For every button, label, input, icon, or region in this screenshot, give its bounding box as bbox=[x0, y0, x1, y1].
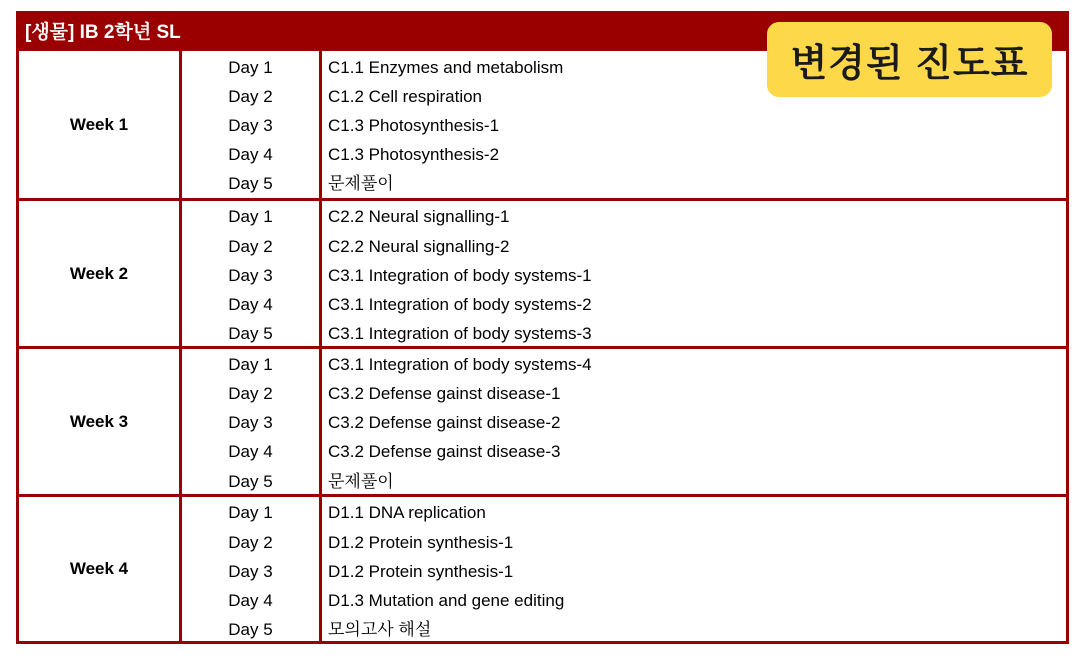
topic-cell: C1.1 Enzymes and metabolism bbox=[328, 58, 564, 77]
day-label: Day 2 bbox=[228, 237, 273, 256]
table-row bbox=[19, 350, 1066, 379]
table-row bbox=[19, 140, 1066, 169]
topic-cell: 모의고사 해설 bbox=[328, 620, 432, 639]
week-label: Week 1 bbox=[69, 114, 129, 134]
table-row bbox=[19, 290, 1066, 319]
day-label: Day 2 bbox=[228, 384, 273, 403]
table-row bbox=[19, 586, 1066, 615]
table-title: [생물] IB 2학년 SL bbox=[19, 14, 1066, 51]
day-label: Day 4 bbox=[228, 442, 273, 461]
table-row bbox=[19, 408, 1066, 437]
topic-cell: C3.1 Integration of body systems-2 bbox=[328, 295, 592, 314]
day-label: Day 4 bbox=[228, 145, 273, 164]
table-row bbox=[19, 437, 1066, 466]
topic-cell: 문제풀이 bbox=[328, 174, 394, 193]
day-label: Day 4 bbox=[228, 591, 273, 610]
topic-cell: C1.3 Photosynthesis-1 bbox=[328, 116, 500, 135]
day-label: Day 2 bbox=[228, 87, 273, 106]
table-row bbox=[19, 498, 1066, 527]
topic-cell: C3.2 Defense gainst disease-1 bbox=[328, 384, 561, 403]
day-label: Day 3 bbox=[228, 266, 273, 285]
table-row bbox=[19, 232, 1066, 261]
changed-schedule-badge: 변경된 진도표 bbox=[767, 22, 1052, 97]
topic-cell: D1.2 Protein synthesis-1 bbox=[328, 533, 514, 552]
day-label: Day 3 bbox=[228, 562, 273, 581]
topic-cell: C1.2 Cell respiration bbox=[328, 87, 483, 106]
day-label: Day 1 bbox=[228, 355, 273, 374]
table-row bbox=[19, 319, 1066, 348]
table-row bbox=[19, 261, 1066, 290]
topic-cell: C3.1 Integration of body systems-3 bbox=[328, 324, 592, 343]
table-row bbox=[19, 169, 1066, 198]
topic-cell: 문제풀이 bbox=[328, 472, 394, 491]
day-label: Day 5 bbox=[228, 324, 273, 343]
day-label: Day 1 bbox=[228, 503, 273, 522]
week-4-block bbox=[19, 494, 1066, 641]
schedule-table bbox=[16, 11, 1069, 644]
table-row bbox=[19, 111, 1066, 140]
day-label: Day 5 bbox=[228, 472, 273, 491]
topic-cell: C1.3 Photosynthesis-2 bbox=[328, 145, 500, 164]
day-label: Day 3 bbox=[228, 413, 273, 432]
topic-cell: C2.2 Neural signalling-1 bbox=[328, 207, 510, 226]
table-row bbox=[19, 467, 1066, 496]
topic-cell: C3.1 Integration of body systems-1 bbox=[328, 266, 592, 285]
table-row bbox=[19, 202, 1066, 231]
day-label: Day 1 bbox=[228, 58, 273, 77]
day-label: Day 1 bbox=[228, 207, 273, 226]
week-label: Week 3 bbox=[69, 411, 129, 431]
day-label: Day 4 bbox=[228, 295, 273, 314]
week-3-block bbox=[19, 346, 1066, 494]
week-2-block bbox=[19, 198, 1066, 346]
day-label: Day 5 bbox=[228, 174, 273, 193]
topic-cell: D1.3 Mutation and gene editing bbox=[328, 591, 565, 610]
week-label: Week 2 bbox=[69, 263, 129, 283]
topic-cell: D1.1 DNA replication bbox=[328, 503, 486, 522]
topic-cell: C3.2 Defense gainst disease-2 bbox=[328, 413, 561, 432]
topic-cell: C2.2 Neural signalling-2 bbox=[328, 237, 510, 256]
topic-cell: C3.2 Defense gainst disease-3 bbox=[328, 442, 561, 461]
day-label: Day 5 bbox=[228, 620, 273, 639]
table-row bbox=[19, 379, 1066, 408]
week-label: Week 4 bbox=[69, 559, 129, 578]
table-row bbox=[19, 615, 1066, 644]
table-row bbox=[19, 528, 1066, 557]
day-label: Day 3 bbox=[228, 116, 273, 135]
table-row bbox=[19, 557, 1066, 586]
topic-cell: D1.2 Protein synthesis-1 bbox=[328, 562, 514, 581]
topic-cell: C3.1 Integration of body systems-4 bbox=[328, 355, 592, 374]
day-label: Day 2 bbox=[228, 533, 273, 552]
